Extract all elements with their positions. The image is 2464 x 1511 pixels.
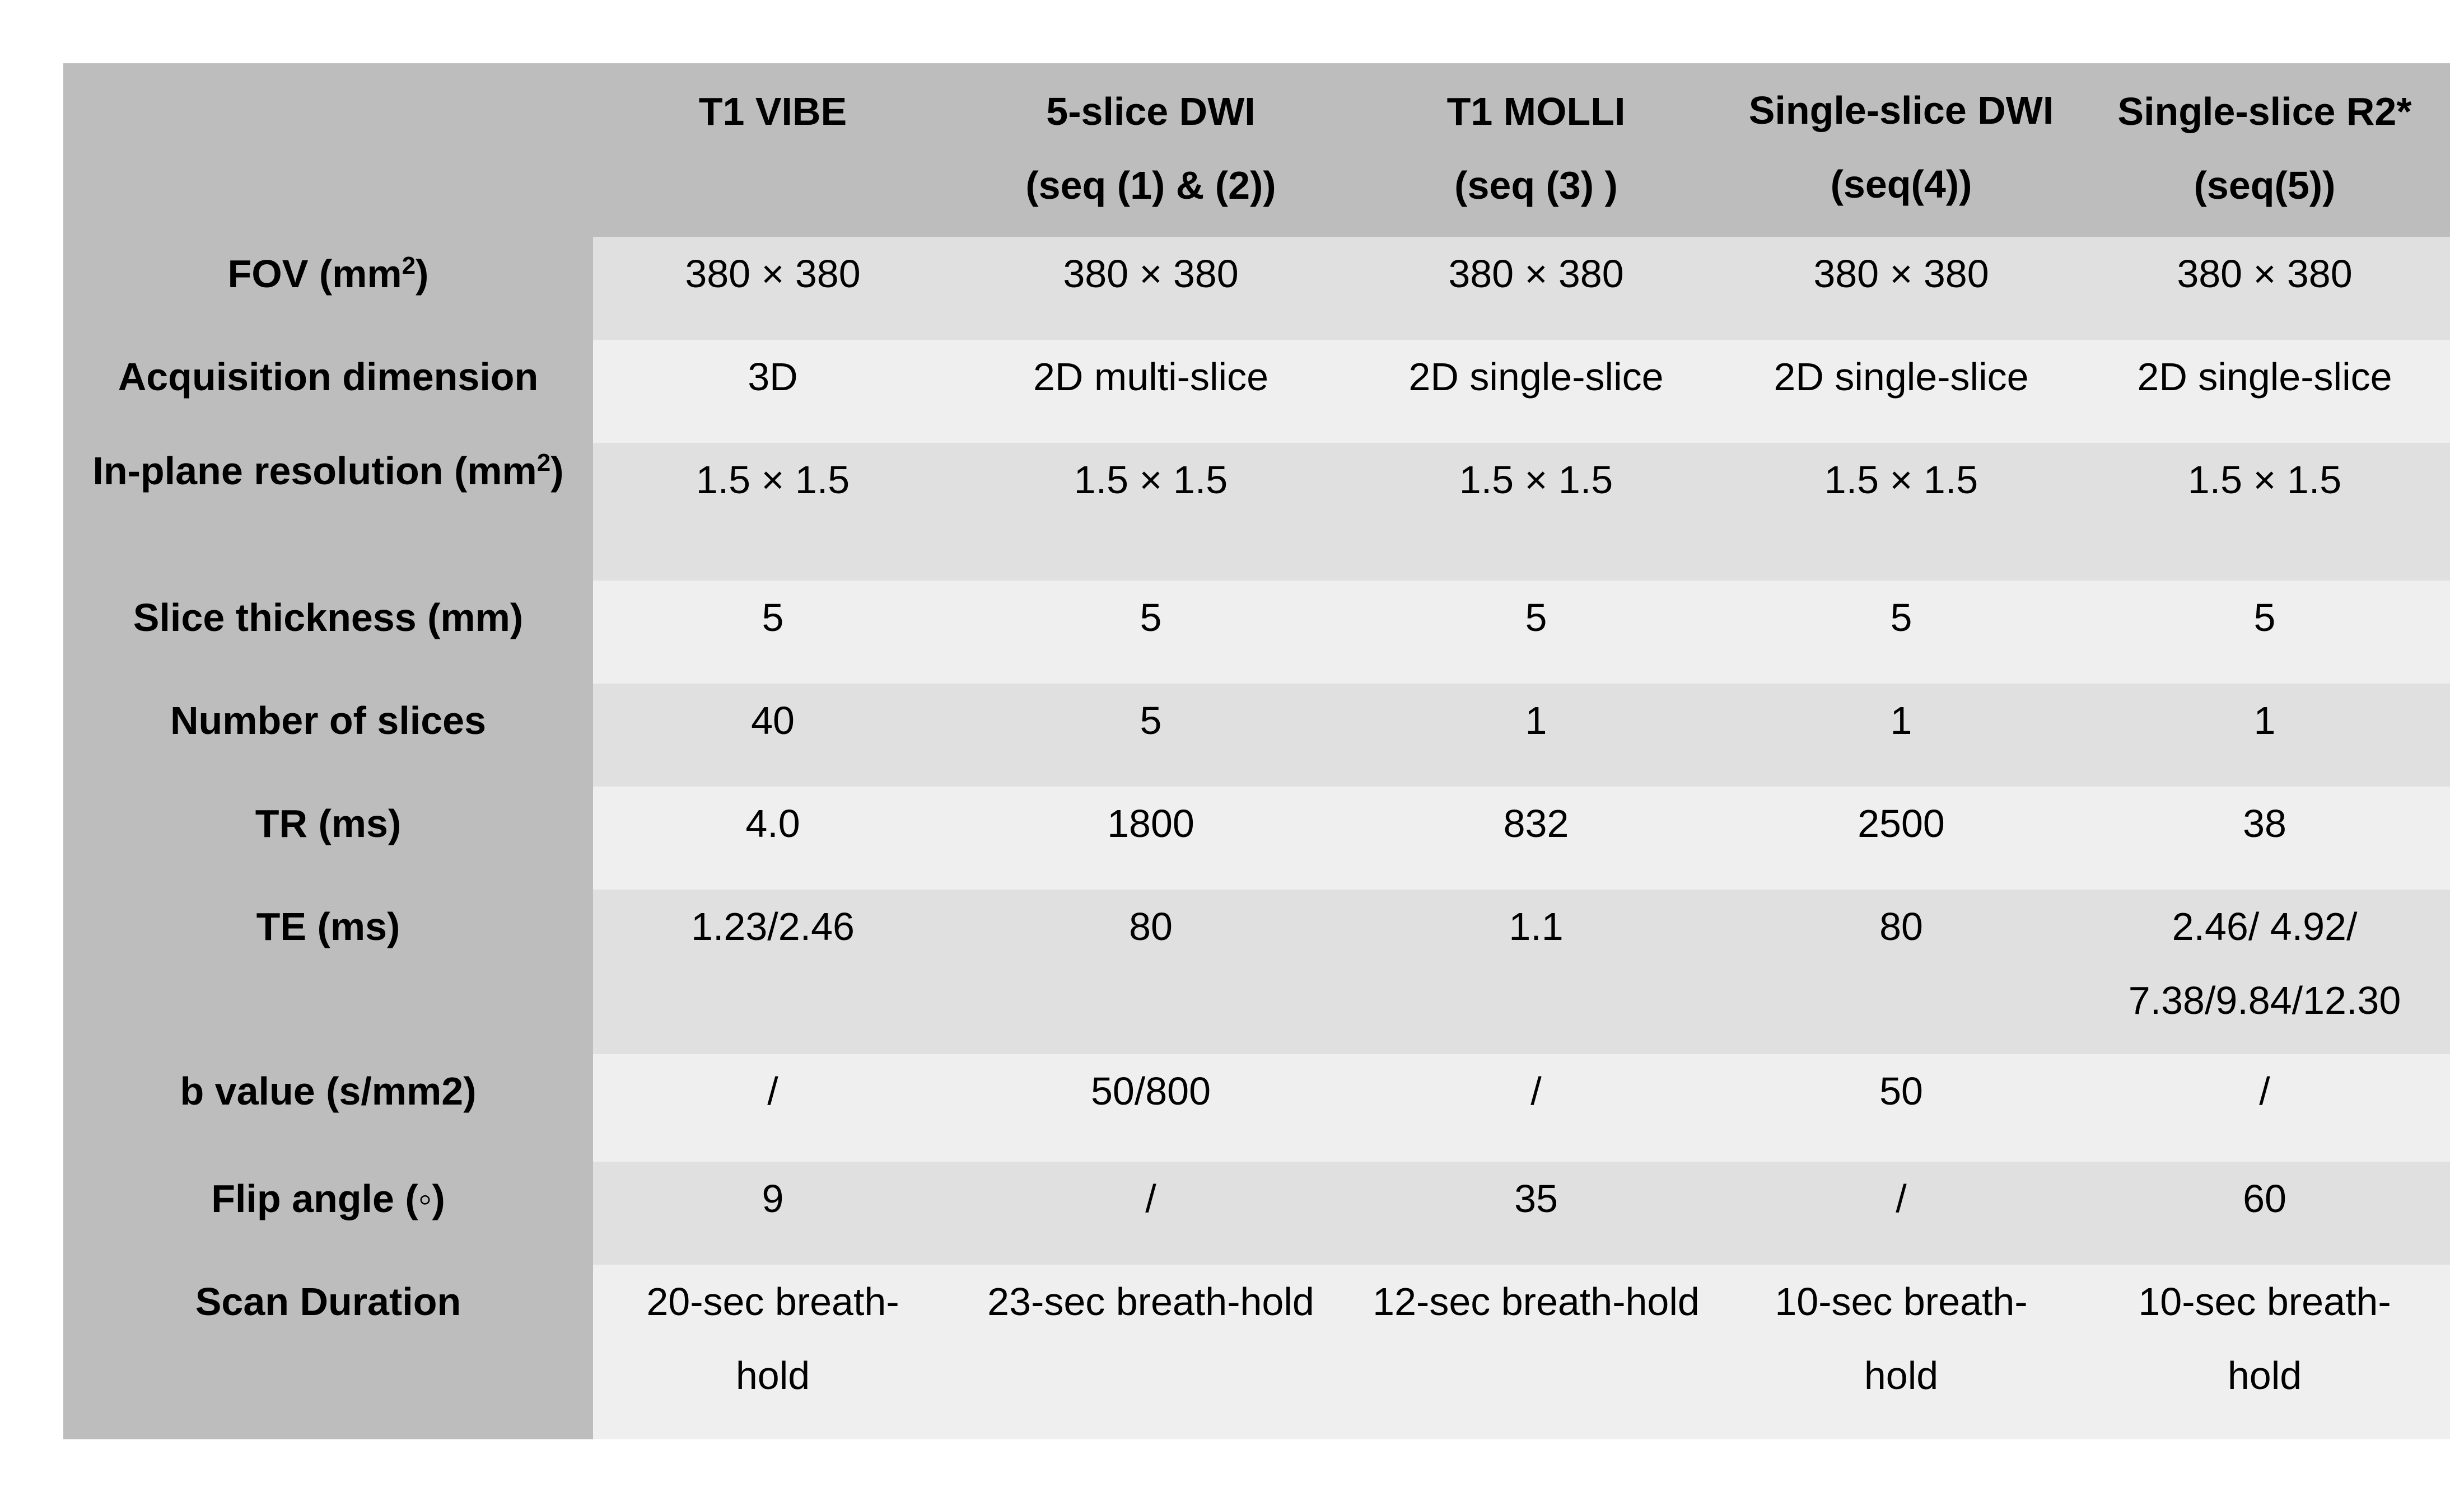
table-cell: 380 × 380 [593, 237, 953, 340]
column-header-line2: (seq (1) & (2)) [1025, 163, 1276, 207]
table-cell: 9 [593, 1162, 953, 1265]
row-label: Slice thickness (mm) [63, 581, 593, 684]
table-cell: 1 [1723, 684, 2079, 787]
table-cell: 50/800 [953, 1054, 1349, 1162]
column-header-line1: Single-slice DWI [1748, 88, 2054, 132]
cell-text: 10-sec breath-hold [2138, 1280, 2391, 1397]
table-cell: 1.23/2.46 [593, 890, 953, 1054]
column-header-t1-vibe [593, 63, 953, 237]
table-cell [593, 1265, 953, 1439]
mri-parameters-table [63, 63, 2450, 1439]
table-cell: 35 [1349, 1162, 1723, 1265]
column-header-line1: T1 VIBE [698, 90, 847, 133]
column-header-single-slice-r2star [2079, 63, 2450, 237]
column-header-line1: 5-slice DWI [1046, 90, 1256, 133]
row-label: Acquisition dimension [63, 340, 593, 443]
table-cell: 1 [2079, 684, 2450, 787]
row-label: TE (ms) [63, 890, 593, 1054]
row-label: TR (ms) [63, 787, 593, 890]
table-cell: 1.5 × 1.5 [953, 443, 1349, 581]
cell-text: 20-sec breath-hold [646, 1280, 899, 1397]
table-cell: 60 [2079, 1162, 2450, 1265]
column-header-t1-molli [1349, 63, 1723, 237]
table-cell: 23-sec breath-hold [953, 1265, 1349, 1439]
superscript: 2 [402, 252, 416, 279]
table-row-te [63, 890, 2450, 1054]
table-cell: 5 [1349, 581, 1723, 684]
row-label: b value (s/mm2) [63, 1054, 593, 1162]
table-cell: 380 × 380 [953, 237, 1349, 340]
table-cell: 380 × 380 [1349, 237, 1723, 340]
table-cell: / [2079, 1054, 2450, 1162]
column-header-line1: Single-slice R2* [2117, 90, 2412, 133]
table-cell: 40 [593, 684, 953, 787]
column-header-line2: (seq(5)) [2194, 163, 2336, 207]
row-label: Flip angle (◦) [63, 1162, 593, 1265]
column-header-line1: T1 MOLLI [1446, 90, 1626, 133]
cell-text: 2.46/ 4.92/ 7.38/9.84/12.30 [2128, 905, 2401, 1022]
table-cell: 832 [1349, 787, 1723, 890]
table-cell: 50 [1723, 1054, 2079, 1162]
table-cell: 1.5 × 1.5 [1349, 443, 1723, 581]
table-cell: / [1349, 1054, 1723, 1162]
table-row-flip-angle [63, 1162, 2450, 1265]
table-cell [1723, 1265, 2079, 1439]
row-label: FOV $(mm^2)$ [63, 237, 593, 340]
table-cell: 2D single-slice [2079, 340, 2450, 443]
table-cell: 5 [953, 581, 1349, 684]
table-cell: 80 [953, 890, 1349, 1054]
table-row-slice-thickness [63, 581, 2450, 684]
cell-text: 10-sec breath-hold [1775, 1280, 2028, 1397]
table-row-b-value [63, 1054, 2450, 1162]
row-label: In-plane resolution $(mm^2)$ [63, 443, 593, 581]
table-cell: 380 × 380 [1723, 237, 2079, 340]
table-row-in-plane-resolution [63, 443, 2450, 581]
table-row-scan-duration [63, 1265, 2450, 1439]
table-cell: 1.5 × 1.5 [1723, 443, 2079, 581]
column-header-line2: (seq(4)) [1830, 162, 1972, 206]
table-cell: 5 [593, 581, 953, 684]
table-cell: 12-sec breath-hold [1349, 1265, 1723, 1439]
table-cell: 1.1 [1349, 890, 1723, 1054]
table-cell: 38 [2079, 787, 2450, 890]
table-cell: 380 × 380 [2079, 237, 2450, 340]
table-cell: 5 [1723, 581, 2079, 684]
table-cell: / [1723, 1162, 2079, 1265]
table-row-tr [63, 787, 2450, 890]
table-cell: 1.5 × 1.5 [2079, 443, 2450, 581]
table-cell: 1.5 × 1.5 [593, 443, 953, 581]
table-row-acquisition-dimension [63, 340, 2450, 443]
table-cell: 2D single-slice [1723, 340, 2079, 443]
table-cell: 5 [953, 684, 1349, 787]
table-row-number-of-slices [63, 684, 2450, 787]
table-cell: 80 [1723, 890, 2079, 1054]
table-cell: 2D multi-slice [953, 340, 1349, 443]
table-cell: 2D single-slice [1349, 340, 1723, 443]
table-row-fov [63, 237, 2450, 340]
table-cell: / [953, 1162, 1349, 1265]
table-cell: / [593, 1054, 953, 1162]
table-cell: 1 [1349, 684, 1723, 787]
row-label: Scan Duration [63, 1265, 593, 1439]
row-label: Number of slices [63, 684, 593, 787]
header-row [63, 63, 2450, 237]
header-corner-cell [63, 63, 593, 237]
table-cell: 3D [593, 340, 953, 443]
column-header-line2: (seq (3) ) [1454, 163, 1618, 207]
superscript: 2 [536, 449, 551, 476]
table-cell: 4.0 [593, 787, 953, 890]
column-header-single-slice-dwi [1723, 63, 2079, 237]
table-cell: 2500 [1723, 787, 2079, 890]
table-cell [2079, 890, 2450, 1054]
table-cell: 1800 [953, 787, 1349, 890]
table-cell: 5 [2079, 581, 2450, 684]
column-header-5-slice-dwi [953, 63, 1349, 237]
table-cell [2079, 1265, 2450, 1439]
